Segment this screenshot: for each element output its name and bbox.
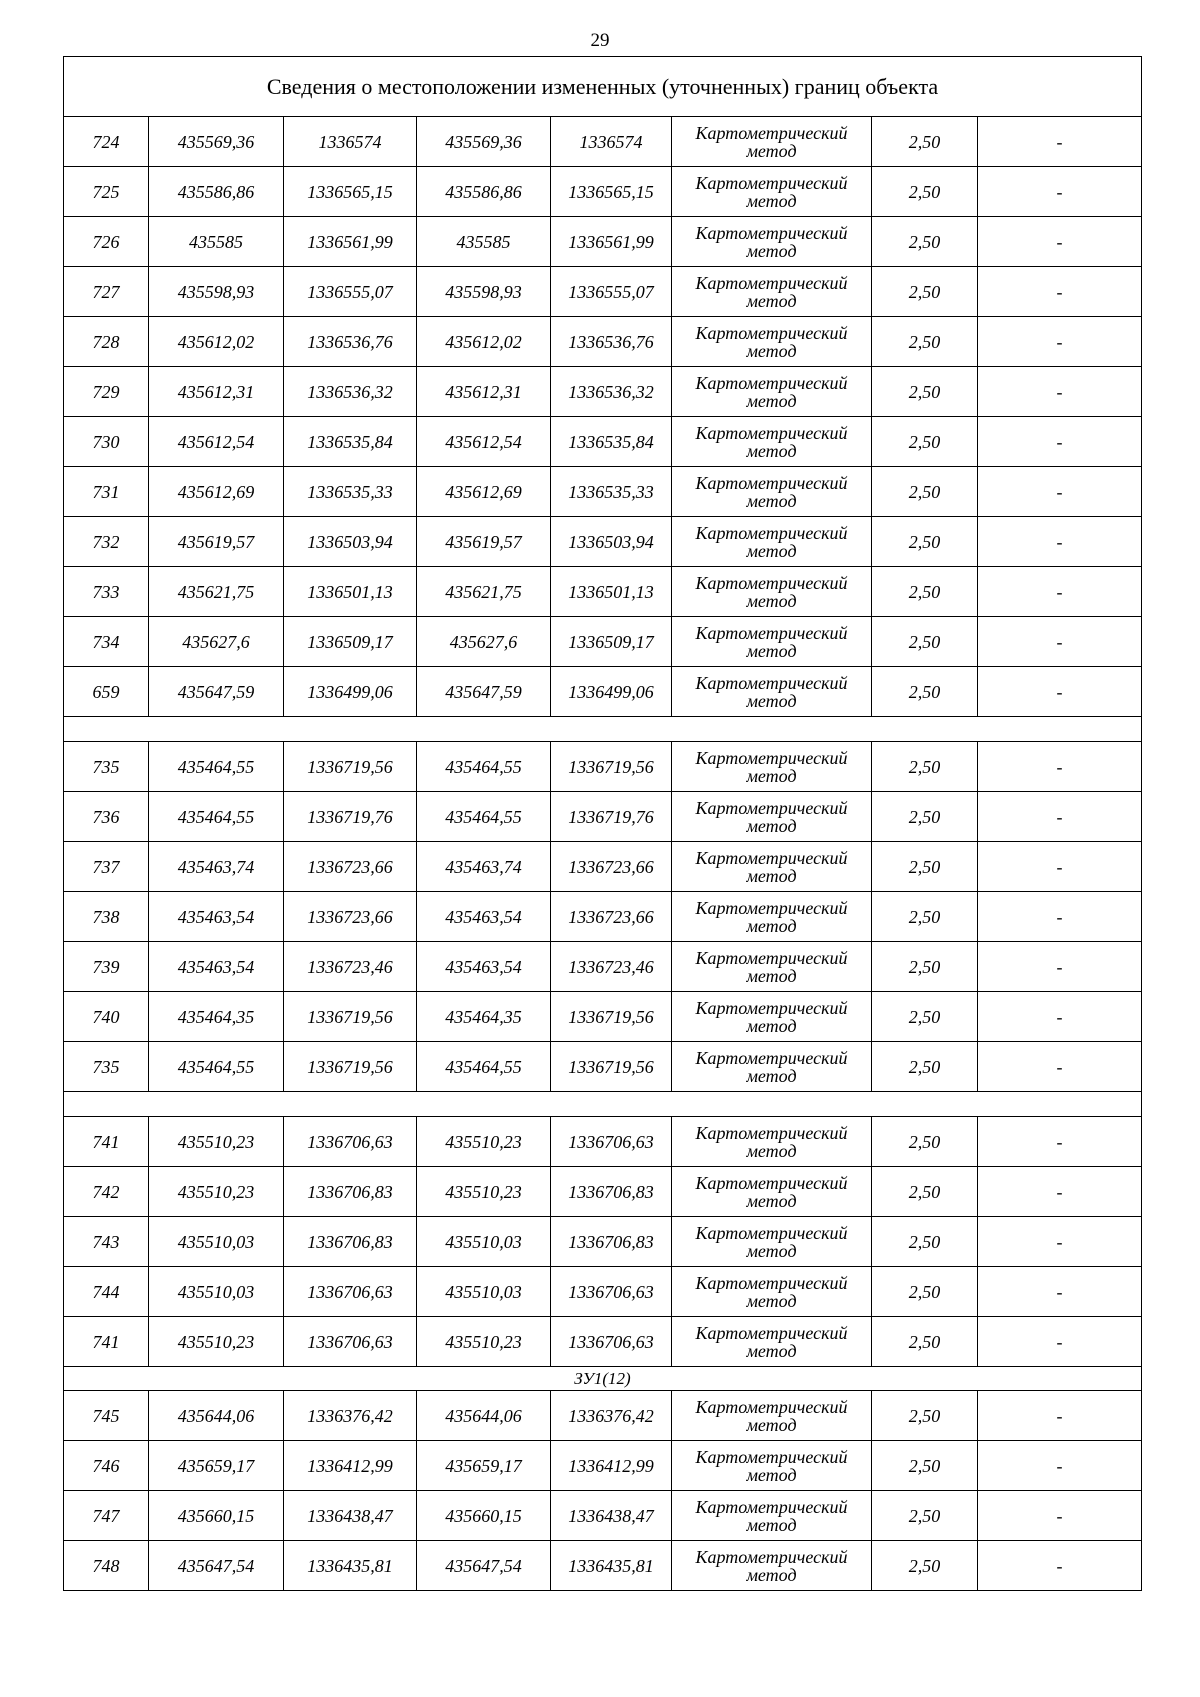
y-new-cell: 1336555,07 (551, 267, 672, 317)
y-new-cell: 1336509,17 (551, 617, 672, 667)
y-new-cell: 1336535,33 (551, 467, 672, 517)
description-cell: - (978, 467, 1142, 517)
method-cell: Картометрический метод (672, 1491, 872, 1541)
y-existing-cell: 1336536,76 (284, 317, 417, 367)
precision-cell: 2,50 (872, 1491, 978, 1541)
method-cell: Картометрический метод (672, 617, 872, 667)
table-row (64, 1541, 1142, 1591)
precision-cell: 2,50 (872, 742, 978, 792)
method-cell: Картометрический метод (672, 567, 872, 617)
table-row (64, 667, 1142, 717)
method-cell: Картометрический метод (672, 992, 872, 1042)
table-row (64, 217, 1142, 267)
table-title: Сведения о местоположении измененных (уточненных) границ объекта (64, 57, 1142, 117)
x-existing-cell: 435586,86 (149, 167, 284, 217)
description-cell: - (978, 667, 1142, 717)
y-new-cell: 1336719,76 (551, 792, 672, 842)
y-existing-cell: 1336706,63 (284, 1117, 417, 1167)
table-row (64, 1441, 1142, 1491)
y-new-cell: 1336723,66 (551, 842, 672, 892)
y-new-cell: 1336499,06 (551, 667, 672, 717)
table-row (64, 942, 1142, 992)
x-new-cell: 435627,6 (417, 617, 551, 667)
precision-cell: 2,50 (872, 792, 978, 842)
y-existing-cell: 1336706,83 (284, 1167, 417, 1217)
point-number-cell: 724 (64, 117, 149, 167)
table-row (64, 167, 1142, 217)
precision-cell: 2,50 (872, 1117, 978, 1167)
point-number-cell: 725 (64, 167, 149, 217)
y-existing-cell: 1336535,84 (284, 417, 417, 467)
point-number-cell: 743 (64, 1217, 149, 1267)
method-cell: Картометрический метод (672, 417, 872, 467)
y-existing-cell: 1336719,76 (284, 792, 417, 842)
y-new-cell: 1336536,32 (551, 367, 672, 417)
description-cell: - (978, 1491, 1142, 1541)
table-row (64, 317, 1142, 367)
spacer-cell (64, 717, 1142, 742)
point-number-cell: 742 (64, 1167, 149, 1217)
x-new-cell: 435659,17 (417, 1441, 551, 1491)
point-number-cell: 732 (64, 517, 149, 567)
description-cell: - (978, 1541, 1142, 1591)
point-number-cell: 726 (64, 217, 149, 267)
table-row (64, 842, 1142, 892)
x-existing-cell: 435659,17 (149, 1441, 284, 1491)
x-existing-cell: 435647,59 (149, 667, 284, 717)
description-cell: - (978, 1441, 1142, 1491)
y-new-cell: 1336376,42 (551, 1391, 672, 1441)
point-number-cell: 729 (64, 367, 149, 417)
y-new-cell: 1336706,83 (551, 1217, 672, 1267)
table-title-row (64, 57, 1142, 117)
precision-cell: 2,50 (872, 217, 978, 267)
precision-cell: 2,50 (872, 117, 978, 167)
y-existing-cell: 1336555,07 (284, 267, 417, 317)
x-new-cell: 435585 (417, 217, 551, 267)
table-row (64, 1391, 1142, 1441)
y-new-cell: 1336723,66 (551, 892, 672, 942)
x-existing-cell: 435619,57 (149, 517, 284, 567)
x-new-cell: 435612,31 (417, 367, 551, 417)
y-new-cell: 1336561,99 (551, 217, 672, 267)
y-existing-cell: 1336509,17 (284, 617, 417, 667)
precision-cell: 2,50 (872, 567, 978, 617)
x-existing-cell: 435464,55 (149, 1042, 284, 1092)
x-existing-cell: 435464,55 (149, 742, 284, 792)
method-cell: Картометрический метод (672, 317, 872, 367)
table-row (64, 517, 1142, 567)
precision-cell: 2,50 (872, 1391, 978, 1441)
precision-cell: 2,50 (872, 1267, 978, 1317)
y-new-cell: 1336412,99 (551, 1441, 672, 1491)
x-existing-cell: 435510,23 (149, 1117, 284, 1167)
y-new-cell: 1336706,63 (551, 1317, 672, 1367)
method-cell: Картометрический метод (672, 1541, 872, 1591)
method-cell: Картометрический метод (672, 1267, 872, 1317)
table-row (64, 567, 1142, 617)
y-new-cell: 1336503,94 (551, 517, 672, 567)
y-new-cell: 1336435,81 (551, 1541, 672, 1591)
x-new-cell: 435586,86 (417, 167, 551, 217)
precision-cell: 2,50 (872, 1441, 978, 1491)
point-number-cell: 730 (64, 417, 149, 467)
x-existing-cell: 435464,35 (149, 992, 284, 1042)
y-existing-cell: 1336574 (284, 117, 417, 167)
x-new-cell: 435647,54 (417, 1541, 551, 1591)
x-existing-cell: 435463,74 (149, 842, 284, 892)
method-cell: Картометрический метод (672, 217, 872, 267)
precision-cell: 2,50 (872, 167, 978, 217)
y-new-cell: 1336706,83 (551, 1167, 672, 1217)
method-cell: Картометрический метод (672, 792, 872, 842)
x-new-cell: 435612,54 (417, 417, 551, 467)
x-new-cell: 435612,02 (417, 317, 551, 367)
x-existing-cell: 435598,93 (149, 267, 284, 317)
point-number-cell: 740 (64, 992, 149, 1042)
description-cell: - (978, 1317, 1142, 1367)
y-existing-cell: 1336719,56 (284, 1042, 417, 1092)
point-number-cell: 745 (64, 1391, 149, 1441)
y-existing-cell: 1336535,33 (284, 467, 417, 517)
x-existing-cell: 435612,31 (149, 367, 284, 417)
x-new-cell: 435619,57 (417, 517, 551, 567)
x-new-cell: 435510,23 (417, 1117, 551, 1167)
precision-cell: 2,50 (872, 1217, 978, 1267)
x-existing-cell: 435612,69 (149, 467, 284, 517)
boundary-coordinates-table (63, 56, 1142, 1591)
section-label-row (64, 1367, 1142, 1391)
y-new-cell: 1336565,15 (551, 167, 672, 217)
x-new-cell: 435464,55 (417, 1042, 551, 1092)
x-existing-cell: 435510,23 (149, 1167, 284, 1217)
x-existing-cell: 435660,15 (149, 1491, 284, 1541)
y-existing-cell: 1336723,46 (284, 942, 417, 992)
x-new-cell: 435510,23 (417, 1317, 551, 1367)
x-new-cell: 435647,59 (417, 667, 551, 717)
y-existing-cell: 1336719,56 (284, 742, 417, 792)
x-new-cell: 435464,55 (417, 742, 551, 792)
table-row (64, 117, 1142, 167)
x-existing-cell: 435510,23 (149, 1317, 284, 1367)
description-cell: - (978, 792, 1142, 842)
point-number-cell: 748 (64, 1541, 149, 1591)
x-new-cell: 435660,15 (417, 1491, 551, 1541)
page-number: 29 (590, 30, 610, 51)
x-existing-cell: 435569,36 (149, 117, 284, 167)
precision-cell: 2,50 (872, 267, 978, 317)
x-existing-cell: 435644,06 (149, 1391, 284, 1441)
x-existing-cell: 435612,02 (149, 317, 284, 367)
precision-cell: 2,50 (872, 617, 978, 667)
point-number-cell: 739 (64, 942, 149, 992)
precision-cell: 2,50 (872, 992, 978, 1042)
table-row (64, 992, 1142, 1042)
spacer-row (64, 717, 1142, 742)
table-row (64, 1042, 1142, 1092)
precision-cell: 2,50 (872, 317, 978, 367)
description-cell: - (978, 117, 1142, 167)
x-new-cell: 435510,23 (417, 1167, 551, 1217)
point-number-cell: 727 (64, 267, 149, 317)
point-number-cell: 734 (64, 617, 149, 667)
method-cell: Картометрический метод (672, 842, 872, 892)
precision-cell: 2,50 (872, 667, 978, 717)
y-new-cell: 1336706,63 (551, 1267, 672, 1317)
description-cell: - (978, 1391, 1142, 1441)
x-existing-cell: 435464,55 (149, 792, 284, 842)
table-body (64, 57, 1142, 1591)
description-cell: - (978, 892, 1142, 942)
x-existing-cell: 435463,54 (149, 892, 284, 942)
description-cell: - (978, 842, 1142, 892)
point-number-cell: 738 (64, 892, 149, 942)
point-number-cell: 659 (64, 667, 149, 717)
description-cell: - (978, 942, 1142, 992)
precision-cell: 2,50 (872, 892, 978, 942)
table-row (64, 1117, 1142, 1167)
y-existing-cell: 1336706,63 (284, 1317, 417, 1367)
y-existing-cell: 1336719,56 (284, 992, 417, 1042)
spacer-cell (64, 1092, 1142, 1117)
method-cell: Картометрический метод (672, 267, 872, 317)
description-cell: - (978, 217, 1142, 267)
x-existing-cell: 435612,54 (149, 417, 284, 467)
spacer-row (64, 1092, 1142, 1117)
x-new-cell: 435464,55 (417, 792, 551, 842)
precision-cell: 2,50 (872, 467, 978, 517)
x-new-cell: 435510,03 (417, 1267, 551, 1317)
y-existing-cell: 1336376,42 (284, 1391, 417, 1441)
table-row (64, 1317, 1142, 1367)
y-existing-cell: 1336723,66 (284, 892, 417, 942)
precision-cell: 2,50 (872, 1541, 978, 1591)
x-existing-cell: 435510,03 (149, 1217, 284, 1267)
table-row (64, 1217, 1142, 1267)
table-row (64, 417, 1142, 467)
y-new-cell: 1336438,47 (551, 1491, 672, 1541)
description-cell: - (978, 742, 1142, 792)
description-cell: - (978, 1217, 1142, 1267)
y-new-cell: 1336719,56 (551, 1042, 672, 1092)
y-existing-cell: 1336438,47 (284, 1491, 417, 1541)
x-existing-cell: 435627,6 (149, 617, 284, 667)
x-existing-cell: 435621,75 (149, 567, 284, 617)
method-cell: Картометрический метод (672, 517, 872, 567)
precision-cell: 2,50 (872, 842, 978, 892)
y-new-cell: 1336706,63 (551, 1117, 672, 1167)
method-cell: Картометрический метод (672, 1317, 872, 1367)
precision-cell: 2,50 (872, 417, 978, 467)
precision-cell: 2,50 (872, 942, 978, 992)
description-cell: - (978, 317, 1142, 367)
precision-cell: 2,50 (872, 517, 978, 567)
point-number-cell: 737 (64, 842, 149, 892)
method-cell: Картометрический метод (672, 1391, 872, 1441)
description-cell: - (978, 1117, 1142, 1167)
x-new-cell: 435463,54 (417, 942, 551, 992)
x-existing-cell: 435463,54 (149, 942, 284, 992)
method-cell: Картометрический метод (672, 167, 872, 217)
y-new-cell: 1336501,13 (551, 567, 672, 617)
x-new-cell: 435510,03 (417, 1217, 551, 1267)
x-new-cell: 435612,69 (417, 467, 551, 517)
table-row (64, 267, 1142, 317)
description-cell: - (978, 1267, 1142, 1317)
description-cell: - (978, 367, 1142, 417)
precision-cell: 2,50 (872, 367, 978, 417)
y-existing-cell: 1336561,99 (284, 217, 417, 267)
y-existing-cell: 1336723,66 (284, 842, 417, 892)
description-cell: - (978, 567, 1142, 617)
precision-cell: 2,50 (872, 1042, 978, 1092)
method-cell: Картометрический метод (672, 942, 872, 992)
y-existing-cell: 1336565,15 (284, 167, 417, 217)
description-cell: - (978, 267, 1142, 317)
section-label: ЗУ1(12) (64, 1367, 1142, 1391)
point-number-cell: 733 (64, 567, 149, 617)
method-cell: Картометрический метод (672, 667, 872, 717)
x-new-cell: 435464,35 (417, 992, 551, 1042)
description-cell: - (978, 992, 1142, 1042)
x-new-cell: 435463,74 (417, 842, 551, 892)
table-row (64, 1267, 1142, 1317)
table-row (64, 617, 1142, 667)
y-new-cell: 1336536,76 (551, 317, 672, 367)
y-existing-cell: 1336706,63 (284, 1267, 417, 1317)
table-row (64, 1491, 1142, 1541)
method-cell: Картометрический метод (672, 367, 872, 417)
method-cell: Картометрический метод (672, 1217, 872, 1267)
method-cell: Картометрический метод (672, 117, 872, 167)
y-new-cell: 1336719,56 (551, 742, 672, 792)
y-new-cell: 1336574 (551, 117, 672, 167)
point-number-cell: 747 (64, 1491, 149, 1541)
method-cell: Картометрический метод (672, 892, 872, 942)
x-new-cell: 435598,93 (417, 267, 551, 317)
method-cell: Картометрический метод (672, 1042, 872, 1092)
x-new-cell: 435569,36 (417, 117, 551, 167)
y-existing-cell: 1336536,32 (284, 367, 417, 417)
point-number-cell: 731 (64, 467, 149, 517)
description-cell: - (978, 417, 1142, 467)
table-row (64, 1167, 1142, 1217)
description-cell: - (978, 617, 1142, 667)
x-existing-cell: 435510,03 (149, 1267, 284, 1317)
x-existing-cell: 435647,54 (149, 1541, 284, 1591)
point-number-cell: 735 (64, 742, 149, 792)
table-row (64, 467, 1142, 517)
y-existing-cell: 1336501,13 (284, 567, 417, 617)
point-number-cell: 744 (64, 1267, 149, 1317)
x-new-cell: 435463,54 (417, 892, 551, 942)
point-number-cell: 736 (64, 792, 149, 842)
x-existing-cell: 435585 (149, 217, 284, 267)
y-existing-cell: 1336503,94 (284, 517, 417, 567)
description-cell: - (978, 1042, 1142, 1092)
y-existing-cell: 1336435,81 (284, 1541, 417, 1591)
point-number-cell: 746 (64, 1441, 149, 1491)
x-new-cell: 435644,06 (417, 1391, 551, 1441)
method-cell: Картометрический метод (672, 1441, 872, 1491)
y-existing-cell: 1336706,83 (284, 1217, 417, 1267)
table-row (64, 792, 1142, 842)
method-cell: Картометрический метод (672, 742, 872, 792)
method-cell: Картометрический метод (672, 467, 872, 517)
table-row (64, 742, 1142, 792)
precision-cell: 2,50 (872, 1167, 978, 1217)
table-row (64, 367, 1142, 417)
point-number-cell: 728 (64, 317, 149, 367)
method-cell: Картометрический метод (672, 1117, 872, 1167)
method-cell: Картометрический метод (672, 1167, 872, 1217)
description-cell: - (978, 1167, 1142, 1217)
precision-cell: 2,50 (872, 1317, 978, 1367)
description-cell: - (978, 517, 1142, 567)
y-new-cell: 1336535,84 (551, 417, 672, 467)
y-existing-cell: 1336412,99 (284, 1441, 417, 1491)
point-number-cell: 735 (64, 1042, 149, 1092)
point-number-cell: 741 (64, 1117, 149, 1167)
point-number-cell: 741 (64, 1317, 149, 1367)
y-new-cell: 1336723,46 (551, 942, 672, 992)
x-new-cell: 435621,75 (417, 567, 551, 617)
description-cell: - (978, 167, 1142, 217)
y-new-cell: 1336719,56 (551, 992, 672, 1042)
table-row (64, 892, 1142, 942)
y-existing-cell: 1336499,06 (284, 667, 417, 717)
